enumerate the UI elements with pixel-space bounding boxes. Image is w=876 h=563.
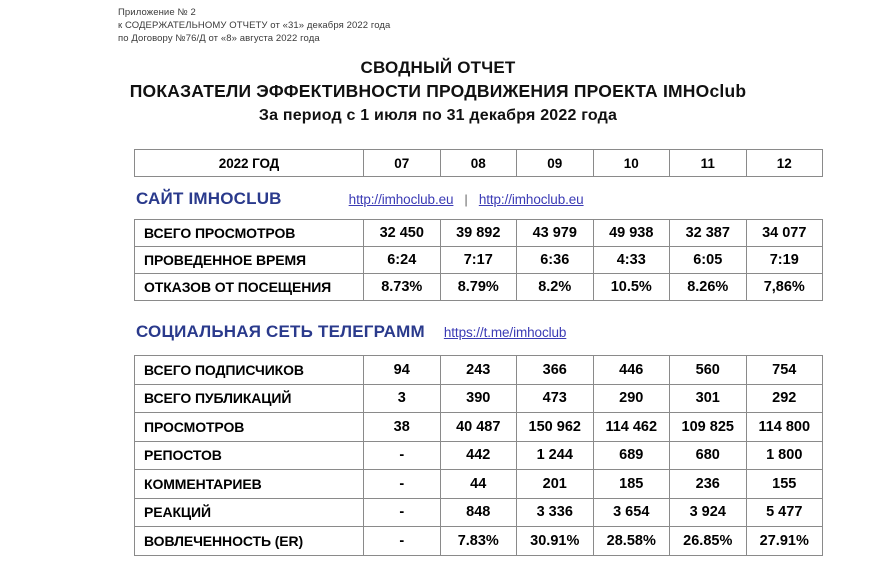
metric-value-cell: 150 962 bbox=[517, 413, 594, 442]
metric-value-cell: 560 bbox=[670, 356, 747, 385]
metric-value-cell: 7,86% bbox=[746, 274, 823, 301]
metric-value-cell: 290 bbox=[593, 384, 670, 413]
metric-value-cell: 44 bbox=[440, 470, 517, 499]
metric-value-cell: 3 924 bbox=[670, 498, 747, 527]
year-label-cell: 2022 ГОД bbox=[135, 150, 364, 177]
metric-value-cell: 7:19 bbox=[746, 247, 823, 274]
metric-value-cell: 43 979 bbox=[517, 220, 594, 247]
metric-value-cell: - bbox=[364, 470, 441, 499]
metric-value-cell: 49 938 bbox=[593, 220, 670, 247]
site-link-primary[interactable]: http://imhoclub.eu bbox=[348, 192, 454, 207]
metric-label-cell: РЕАКЦИЙ bbox=[135, 498, 364, 527]
metric-value-cell: 292 bbox=[746, 384, 823, 413]
metric-value-cell: 366 bbox=[517, 356, 594, 385]
metric-label-cell: ОТКАЗОВ ОТ ПОСЕЩЕНИЯ bbox=[135, 274, 364, 301]
table-row bbox=[135, 441, 823, 470]
metric-value-cell: 446 bbox=[593, 356, 670, 385]
metric-value-cell: 754 bbox=[746, 356, 823, 385]
metric-value-cell: 689 bbox=[593, 441, 670, 470]
month-header-cell: 12 bbox=[746, 150, 823, 177]
metric-label-cell: ПРОВЕДЕННОЕ ВРЕМЯ bbox=[135, 247, 364, 274]
report-subtitle: ПОКАЗАТЕЛИ ЭФФЕКТИВНОСТИ ПРОДВИЖЕНИЯ ПРОЕКТА IMHOclub bbox=[129, 81, 747, 101]
month-header-cell: 07 bbox=[364, 150, 441, 177]
metric-value-cell: 8.26% bbox=[670, 274, 747, 301]
metric-label-cell: РЕПОСТОВ bbox=[135, 441, 364, 470]
table-row bbox=[135, 247, 823, 274]
metric-label-cell: ВСЕГО ПОДПИСЧИКОВ bbox=[135, 356, 364, 385]
metric-value-cell: 5 477 bbox=[746, 498, 823, 527]
metric-label-cell: ВСЕГО ПРОСМОТРОВ bbox=[135, 220, 364, 247]
metric-value-cell: 390 bbox=[440, 384, 517, 413]
report-period: За период с 1 июля по 31 декабря 2022 года bbox=[258, 107, 618, 124]
metric-value-cell: 243 bbox=[440, 356, 517, 385]
metric-value-cell: 236 bbox=[670, 470, 747, 499]
metric-value-cell: 6:05 bbox=[670, 247, 747, 274]
site-metrics-table bbox=[134, 219, 823, 301]
metric-label-cell: КОММЕНТАРИЕВ bbox=[135, 470, 364, 499]
month-header-cell: 09 bbox=[517, 150, 594, 177]
metric-value-cell: 442 bbox=[440, 441, 517, 470]
table-row bbox=[135, 527, 823, 556]
metric-value-cell: 848 bbox=[440, 498, 517, 527]
metric-label-cell: ВСЕГО ПУБЛИКАЦИЙ bbox=[135, 384, 364, 413]
table-row bbox=[135, 470, 823, 499]
metric-value-cell: 30.91% bbox=[517, 527, 594, 556]
telegram-link[interactable]: https://t.me/imhoclub bbox=[443, 325, 567, 340]
table-row bbox=[135, 356, 823, 385]
metric-value-cell: 6:36 bbox=[517, 247, 594, 274]
table-row bbox=[135, 413, 823, 442]
link-separator: | bbox=[464, 192, 468, 207]
month-header-cell: 11 bbox=[670, 150, 747, 177]
metric-value-cell: 3 bbox=[364, 384, 441, 413]
metric-value-cell: 34 077 bbox=[746, 220, 823, 247]
metric-value-cell: 1 800 bbox=[746, 441, 823, 470]
telegram-links bbox=[425, 325, 566, 340]
year-header-table bbox=[134, 149, 823, 177]
metric-value-cell: 10.5% bbox=[593, 274, 670, 301]
site-links bbox=[282, 192, 584, 207]
document-metadata bbox=[118, 6, 390, 46]
month-header-cell: 10 bbox=[593, 150, 670, 177]
month-header-cell: 08 bbox=[440, 150, 517, 177]
metric-value-cell: 185 bbox=[593, 470, 670, 499]
metric-value-cell: 109 825 bbox=[670, 413, 747, 442]
table-row bbox=[135, 220, 823, 247]
metric-value-cell: - bbox=[364, 527, 441, 556]
metric-value-cell: 26.85% bbox=[670, 527, 747, 556]
metric-value-cell: 7.83% bbox=[440, 527, 517, 556]
metric-value-cell: 201 bbox=[517, 470, 594, 499]
metric-value-cell: 114 800 bbox=[746, 413, 823, 442]
metric-value-cell: 8.79% bbox=[440, 274, 517, 301]
metric-value-cell: 155 bbox=[746, 470, 823, 499]
table-row bbox=[135, 384, 823, 413]
metric-value-cell: 38 bbox=[364, 413, 441, 442]
metric-value-cell: 8.2% bbox=[517, 274, 594, 301]
site-section-title: САЙТ IMHOCLUB bbox=[136, 189, 282, 208]
telegram-section-heading bbox=[136, 322, 566, 342]
metric-value-cell: 114 462 bbox=[593, 413, 670, 442]
telegram-metrics-table bbox=[134, 355, 823, 556]
table-row bbox=[135, 274, 823, 301]
table-row bbox=[135, 150, 823, 177]
metric-label-cell: ВОВЛЕЧЕННОСТЬ (ER) bbox=[135, 527, 364, 556]
metric-value-cell: 4:33 bbox=[593, 247, 670, 274]
metric-value-cell: 32 450 bbox=[364, 220, 441, 247]
metric-value-cell: - bbox=[364, 441, 441, 470]
metric-value-cell: 32 387 bbox=[670, 220, 747, 247]
metric-value-cell: 94 bbox=[364, 356, 441, 385]
metadata-line-1: Приложение № 2 bbox=[118, 7, 196, 18]
metadata-line-2: к СОДЕРЖАТЕЛЬНОМУ ОТЧЕТУ от «31» декабря 2022 года bbox=[118, 20, 391, 32]
metric-value-cell: - bbox=[364, 498, 441, 527]
metric-value-cell: 28.58% bbox=[593, 527, 670, 556]
metric-value-cell: 27.91% bbox=[746, 527, 823, 556]
metadata-line-3: по Договору №76/Д от «8» августа 2022 года bbox=[118, 33, 320, 45]
metric-value-cell: 7:17 bbox=[440, 247, 517, 274]
metric-value-cell: 6:24 bbox=[364, 247, 441, 274]
document-title-block bbox=[0, 57, 876, 128]
table-row bbox=[135, 498, 823, 527]
metric-value-cell: 40 487 bbox=[440, 413, 517, 442]
metric-value-cell: 3 336 bbox=[517, 498, 594, 527]
site-section-heading bbox=[136, 189, 584, 209]
metric-value-cell: 8.73% bbox=[364, 274, 441, 301]
metric-value-cell: 39 892 bbox=[440, 220, 517, 247]
metric-label-cell: ПРОСМОТРОВ bbox=[135, 413, 364, 442]
site-link-secondary[interactable]: http://imhoclub.eu bbox=[478, 192, 584, 207]
metric-value-cell: 1 244 bbox=[517, 441, 594, 470]
metric-value-cell: 473 bbox=[517, 384, 594, 413]
report-title: СВОДНЫЙ ОТЧЕТ bbox=[360, 58, 516, 77]
metric-value-cell: 3 654 bbox=[593, 498, 670, 527]
metric-value-cell: 301 bbox=[670, 384, 747, 413]
metric-value-cell: 680 bbox=[670, 441, 747, 470]
telegram-section-title: СОЦИАЛЬНАЯ СЕТЬ ТЕЛЕГРАММ bbox=[136, 322, 425, 341]
